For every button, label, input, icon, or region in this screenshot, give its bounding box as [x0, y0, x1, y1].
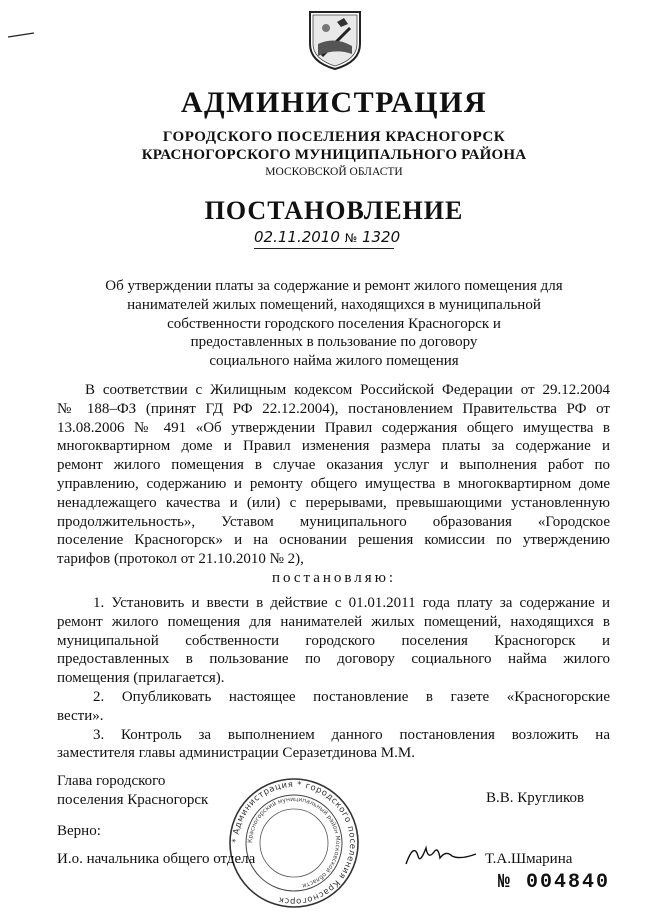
resolves-heading: постановляю: — [271, 570, 397, 586]
svg-text:Красногорский муниципальный ра — [247, 796, 341, 889]
item-line: ремонт жилого помещения для нанимателей жилых помещений, находящихся в — [57, 613, 610, 630]
serial-number-sign: № — [498, 871, 513, 894]
subject-line: Об утверждении платы за содержание и ремонт жилого помещения для — [105, 278, 563, 294]
resolution-items — [57, 594, 610, 763]
preamble-line: тарифов (протокол от 21.10.2010 № 2), — [57, 551, 304, 568]
preamble-line: В соответствии с Жилищным кодексом Российской Федерации от 29.12.2004 — [85, 382, 610, 398]
header-settlement: ГОРОДСКОГО ПОСЕЛЕНИЯ КРАСНОГОРСК — [162, 129, 506, 145]
date-number-line — [254, 228, 414, 254]
preamble-line: продолжительность», Уставом муниципального образования «Городское — [57, 513, 610, 530]
item-line: предоставленных в пользование по договору социального найма жилого — [57, 651, 610, 668]
preamble-line: поселение Красногорск» и на основании решения комиссии по утверждению — [57, 532, 610, 549]
item-line: заместителя главы администрации Серазетдинова М.М. — [57, 745, 415, 762]
preamble-line: многоквартирном доме и Правил изменения размера платы за содержание и — [57, 438, 610, 455]
seal-outer-text: * Администрация * городского поселения Красногорск — [230, 779, 358, 907]
item-line: муниципальной собственности городского поселения Красногорск и — [57, 632, 610, 649]
document-type: ПОСТАНОВЛЕНИЕ — [204, 196, 464, 225]
document-date: 02.11.2010 — [254, 228, 340, 246]
item-line: 1. Установить и ввести в действие с 01.01.2011 года плату за содержание и — [93, 595, 610, 611]
header-region: МОСКОВСКОЙ ОБЛАСТИ — [265, 166, 403, 178]
document-number: 1320 — [361, 228, 401, 246]
signatory-position — [57, 772, 208, 809]
preamble-paragraph — [57, 381, 610, 569]
seal-inner-text: Красногорский муниципальный район Московской области — [246, 795, 342, 890]
pen-mark-icon — [6, 30, 36, 40]
header-district: КРАСНОГОРСКОГО МУНИЦИПАЛЬНОГО РАЙОНА — [141, 147, 527, 163]
preamble-line: управлению, содержанию и ремонту общего имущества в многоквартирном доме — [57, 475, 610, 492]
official-seal-icon — [226, 775, 362, 911]
preamble-line: 13.08.2006 № 491 «Об утверждении Правил содержания общего имущества в — [57, 419, 610, 436]
number-sign: № — [344, 231, 358, 245]
date-underline — [254, 248, 394, 249]
certifier-position: И.о. начальника общего отдела — [57, 851, 256, 867]
certifier-name: Т.А.Шмарина — [485, 851, 573, 867]
signatory-position-line: Глава городского — [57, 773, 166, 789]
certification-label: Верно: — [57, 823, 101, 839]
header-title: АДМИНИСТРАЦИЯ — [180, 86, 488, 119]
subject-line: собственности городского поселения Красногорск и — [167, 315, 501, 332]
preamble-line: ремонт жилого помещения в случае оказания услуг и выполнения работ по — [57, 457, 610, 474]
coat-of-arms-icon — [306, 8, 364, 72]
item-line: 3. Контроль за выполнением данного постановления возложить на — [93, 726, 610, 743]
subject-line: нанимателей жилых помещений, находящихся в муниципальной — [127, 296, 541, 313]
document-subject — [60, 277, 608, 371]
subject-line: социального найма жилого помещения — [209, 353, 459, 370]
preamble-line: № 188–ФЗ (принят ГД РФ 22.12.2004), постановлением Правительства РФ от — [57, 400, 610, 417]
preamble-line: ненадлежащего качества и (или) с перерывами, превышающими установленную — [57, 494, 610, 511]
subject-line: предоставленных в пользование по договору — [190, 334, 478, 351]
item-line: вести». — [57, 707, 104, 724]
handwritten-signature-icon — [400, 838, 480, 870]
item-line: помещения (прилагается). — [57, 670, 225, 687]
serial-number-value: 004840 — [526, 871, 611, 894]
document-serial-number — [498, 871, 610, 894]
item-line: 2. Опубликовать настоящее постановление в газете «Красногорские — [93, 688, 610, 705]
signatory-name: В.В. Кругликов — [486, 790, 585, 806]
signatory-position-line: поселения Красногорск — [57, 791, 209, 808]
